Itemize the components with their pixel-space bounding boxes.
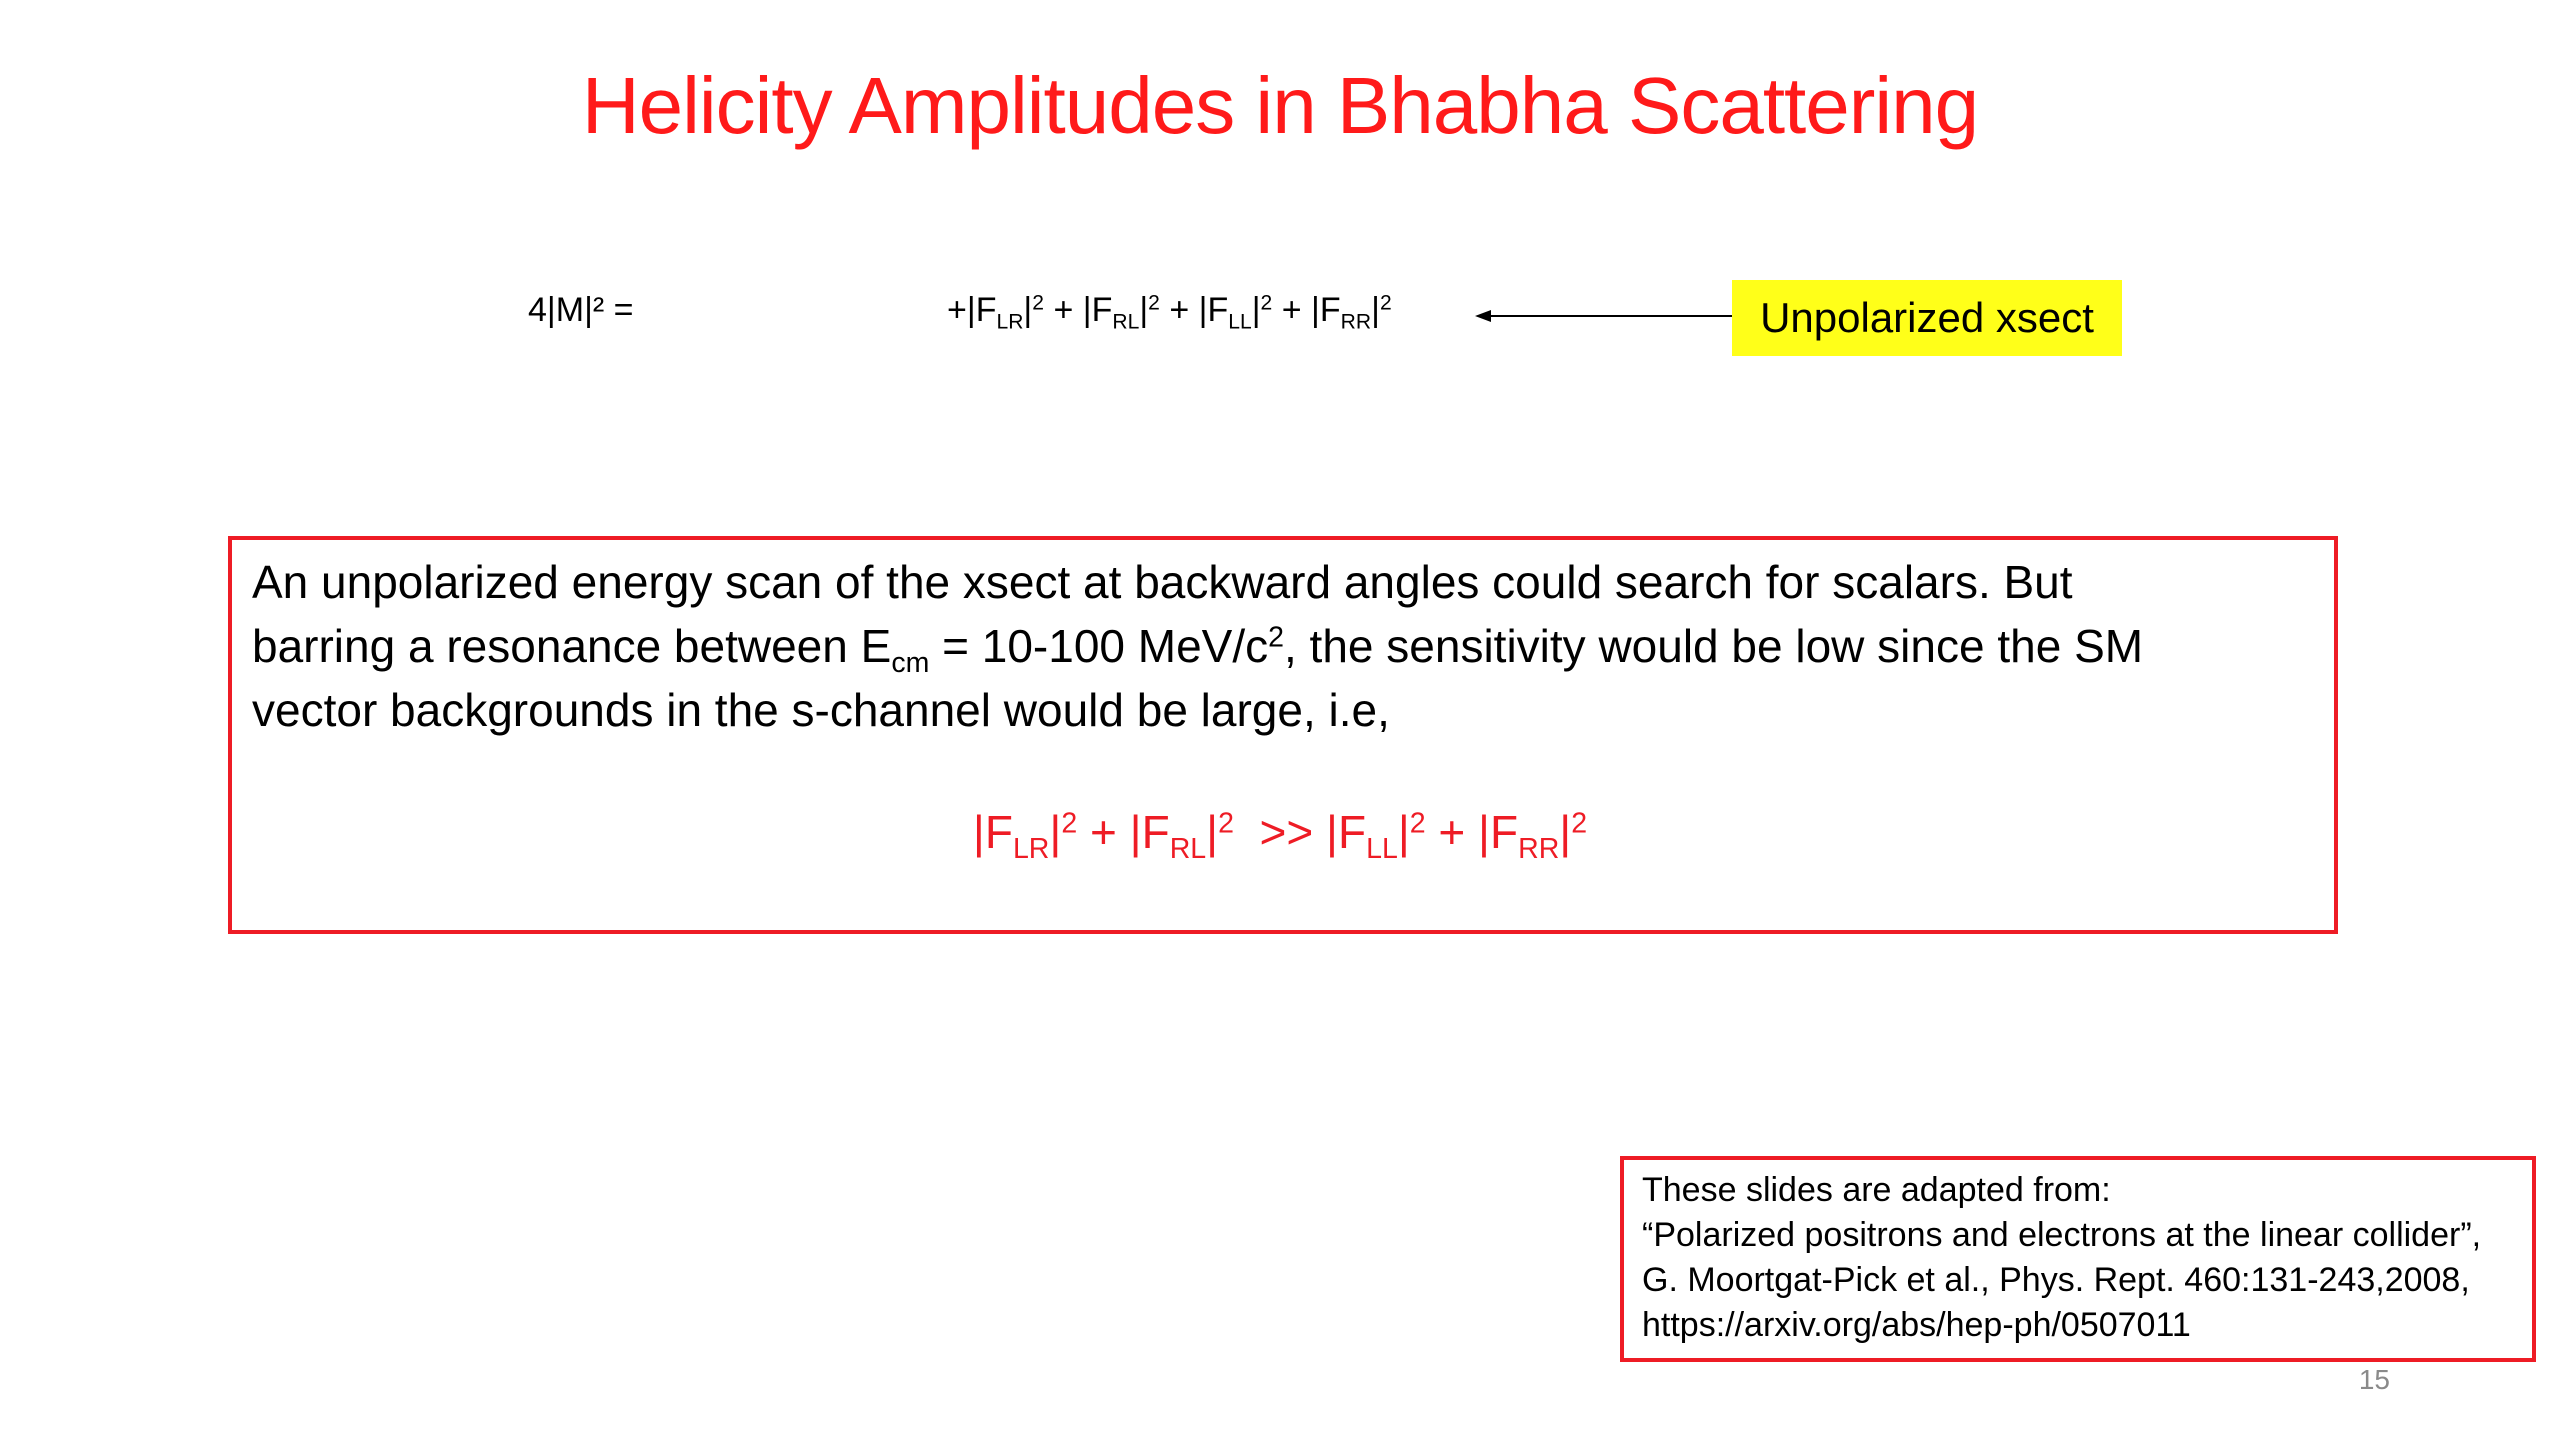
reference-line-3: G. Moortgat-Pick et al., Phys. Rept. 460:131-243,2008, bbox=[1642, 1261, 2470, 1299]
reference-box bbox=[1620, 1156, 2536, 1362]
equation-rhs bbox=[947, 290, 1392, 334]
term-rr: + $|F_{RR}|^2$ bbox=[1272, 291, 1392, 334]
term-lr: $+|F_{LR}|^2$ bbox=[947, 291, 1044, 334]
page-number: 15 bbox=[2358, 1364, 2390, 1395]
pointer-arrow bbox=[1475, 306, 1735, 326]
formula-term-rr: + $|F_{RR}|^2$ bbox=[1425, 806, 1588, 865]
reference-link[interactable]: https://arxiv.org/abs/hep-ph/0507011 bbox=[1642, 1306, 2191, 1344]
explanation-box bbox=[228, 536, 2338, 934]
slide-title: Helicity Amplitudes in Bhabha Scattering bbox=[581, 61, 1979, 150]
reference-text bbox=[1642, 1168, 2481, 1348]
inequality-formula bbox=[0, 800, 2560, 864]
term-ll: + $|F_{LL}|^2$ bbox=[1159, 291, 1273, 334]
explanation-text bbox=[252, 550, 2332, 742]
reference-line-2: “Polarized positrons and electrons at the linear collider”, bbox=[1642, 1216, 2482, 1254]
equation-lhs: 4|M|² = bbox=[528, 291, 634, 329]
unpolarized-xsect-label: Unpolarized xsect bbox=[1732, 280, 2122, 356]
formula-term-rl: + $|F_{RL}|^2$ bbox=[1077, 806, 1234, 865]
explanation-line-1: An unpolarized energy scan of the xsect at backward angles could search for scalars. But bbox=[252, 556, 2073, 608]
explanation-line-2: barring a resonance between $E_{cm} = 10-100$ MeV/$c^2$, the sensitivity would be low since the SM bbox=[252, 620, 2144, 679]
explanation-line-3: vector backgrounds in the s-channel would be large, i.e, bbox=[252, 684, 1390, 736]
formula-term-ll: >> $|F_{LL}|^2$ bbox=[1233, 806, 1426, 865]
reference-line-1: These slides are adapted from: bbox=[1642, 1171, 2111, 1209]
formula-term-lr: $|F_{LR}|^2$ bbox=[972, 806, 1078, 865]
term-rl: + $|F_{RL}|^2$ bbox=[1044, 291, 1160, 334]
